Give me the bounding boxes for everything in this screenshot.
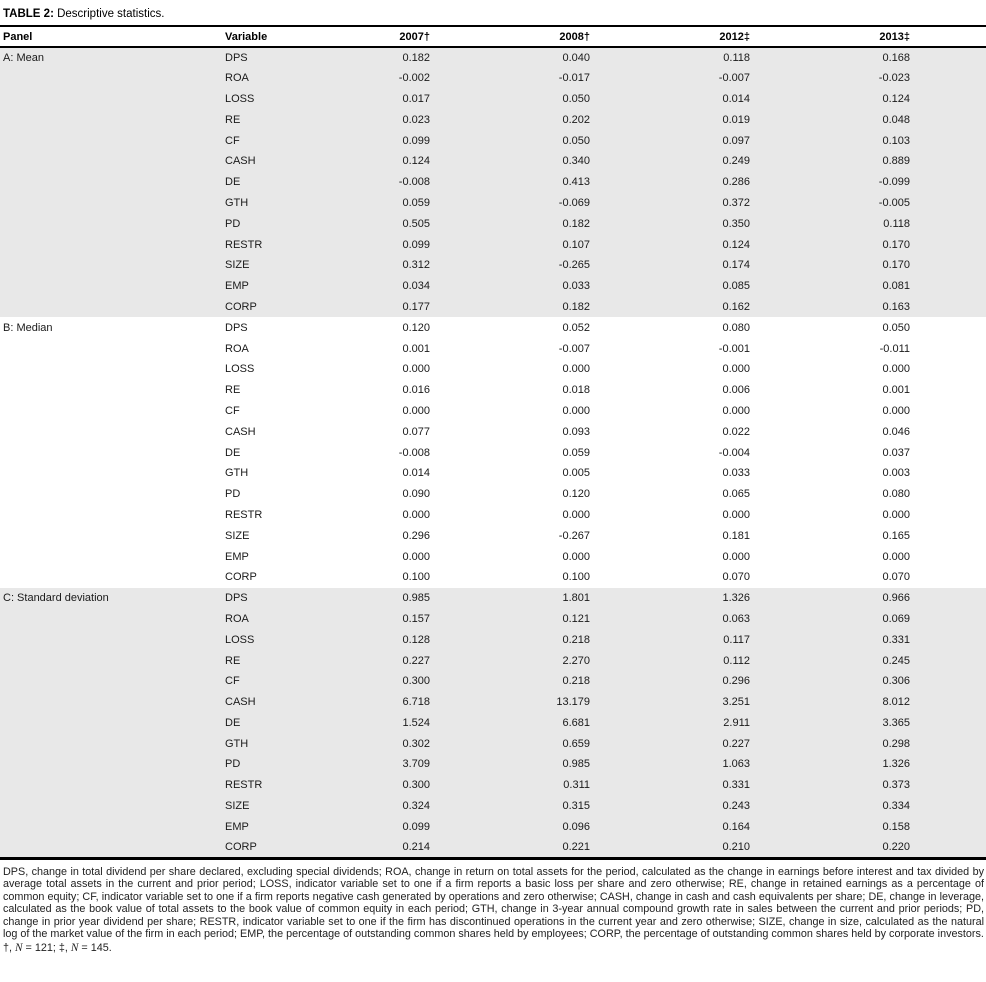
column-header-2007: 2007† bbox=[390, 26, 550, 47]
table-row bbox=[0, 713, 986, 734]
value-cell: -0.099 bbox=[870, 172, 986, 193]
value-cell: 0.340 bbox=[550, 151, 710, 172]
variable-cell: EMP bbox=[225, 816, 390, 837]
value-cell: 0.033 bbox=[722, 467, 750, 480]
table-row bbox=[0, 421, 986, 442]
variable-cell: EMP bbox=[225, 276, 390, 297]
value-cell: 0.014 bbox=[402, 467, 430, 480]
variable-cell: GTH bbox=[225, 733, 390, 754]
panel-label-cell bbox=[0, 713, 225, 734]
value-cell: -0.267 bbox=[558, 529, 590, 542]
value-cell: 0.124 bbox=[710, 234, 870, 255]
value-cell: 0.000 bbox=[882, 550, 910, 563]
variable-cell: CORP bbox=[225, 571, 257, 584]
panel-label-cell bbox=[0, 816, 225, 837]
variable-cell: CF bbox=[225, 671, 390, 692]
panel-label-cell bbox=[0, 796, 225, 817]
value-cell: -0.004 bbox=[718, 446, 750, 459]
panel-label-cell: A: Mean bbox=[0, 47, 225, 68]
panel-label-cell bbox=[0, 109, 225, 130]
table-row bbox=[0, 733, 986, 754]
value-cell: 0.889 bbox=[870, 151, 986, 172]
table-body bbox=[0, 47, 986, 858]
value-cell: 0.170 bbox=[870, 234, 986, 255]
panel-label-cell bbox=[0, 193, 225, 214]
column-header-panel: Panel bbox=[0, 26, 225, 47]
value-cell: 0.168 bbox=[870, 47, 986, 68]
variable-cell: LOSS bbox=[225, 89, 390, 110]
panel-label-cell bbox=[0, 213, 225, 234]
value-cell: 0.177 bbox=[390, 297, 550, 318]
header-row bbox=[0, 26, 986, 47]
table-row bbox=[0, 47, 986, 68]
panel-label-cell bbox=[0, 442, 225, 463]
panel-label-cell bbox=[0, 338, 225, 359]
variable-cell: RESTR bbox=[225, 508, 263, 521]
table-row bbox=[0, 401, 986, 422]
variable-cell: CORP bbox=[225, 837, 390, 858]
value-cell: 0.005 bbox=[562, 467, 590, 480]
value-cell: 0.221 bbox=[550, 837, 710, 858]
value-cell: 0.000 bbox=[722, 363, 750, 376]
panel-label-cell bbox=[0, 546, 225, 567]
panel-label-cell bbox=[0, 359, 225, 380]
panel-label-cell bbox=[0, 733, 225, 754]
panel-label-cell bbox=[0, 484, 225, 505]
value-cell: 0.059 bbox=[390, 193, 550, 214]
value-cell: 0.000 bbox=[402, 363, 430, 376]
value-cell: 3.365 bbox=[870, 713, 986, 734]
value-cell: 0.505 bbox=[390, 213, 550, 234]
value-cell: -0.007 bbox=[710, 68, 870, 89]
table-row bbox=[0, 172, 986, 193]
value-cell: 0.000 bbox=[722, 550, 750, 563]
table-row bbox=[0, 380, 986, 401]
table-row bbox=[0, 151, 986, 172]
value-cell: 0.218 bbox=[550, 671, 710, 692]
panel-label-cell bbox=[0, 276, 225, 297]
value-cell: 0.210 bbox=[710, 837, 870, 858]
table-row bbox=[0, 546, 986, 567]
variable-cell: DE bbox=[225, 446, 241, 459]
value-cell: 0.296 bbox=[402, 529, 430, 542]
table-row bbox=[0, 567, 986, 588]
value-cell: 0.000 bbox=[562, 363, 590, 376]
footnote-sample-sizes bbox=[3, 942, 984, 955]
value-cell: 0.243 bbox=[710, 796, 870, 817]
value-cell: 0.063 bbox=[710, 609, 870, 630]
value-cell: 0.296 bbox=[710, 671, 870, 692]
column-header-2013: 2013‡ bbox=[870, 26, 986, 47]
value-cell: 0.350 bbox=[710, 213, 870, 234]
value-cell: 0.181 bbox=[722, 529, 750, 542]
value-cell: 0.000 bbox=[722, 404, 750, 417]
value-cell: 0.112 bbox=[710, 650, 870, 671]
value-cell: 6.681 bbox=[550, 713, 710, 734]
value-cell: 1.524 bbox=[390, 713, 550, 734]
variable-cell: CASH bbox=[225, 151, 390, 172]
value-cell: 0.103 bbox=[870, 130, 986, 151]
variable-cell: RE bbox=[225, 109, 390, 130]
value-cell: 0.331 bbox=[870, 629, 986, 650]
value-cell: 0.080 bbox=[882, 488, 910, 501]
value-cell: 0.300 bbox=[390, 775, 550, 796]
table-row bbox=[0, 692, 986, 713]
table-row bbox=[0, 650, 986, 671]
value-cell: 8.012 bbox=[870, 692, 986, 713]
variable-cell: CORP bbox=[225, 297, 390, 318]
variable-cell: DPS bbox=[225, 47, 390, 68]
panel-label-cell bbox=[0, 421, 225, 442]
value-cell: -0.005 bbox=[870, 193, 986, 214]
value-cell: 0.050 bbox=[550, 130, 710, 151]
panel-label-cell bbox=[0, 401, 225, 422]
value-cell: 0.202 bbox=[550, 109, 710, 130]
variable-cell: SIZE bbox=[225, 255, 390, 276]
table-row bbox=[0, 255, 986, 276]
value-cell: 0.018 bbox=[562, 384, 590, 397]
value-cell: 0.100 bbox=[562, 571, 590, 584]
value-cell: 0.019 bbox=[710, 109, 870, 130]
value-cell: 0.017 bbox=[390, 89, 550, 110]
panel-label-cell bbox=[0, 629, 225, 650]
value-cell: 0.227 bbox=[710, 733, 870, 754]
variable-cell: CF bbox=[225, 404, 240, 417]
value-cell: 3.709 bbox=[390, 754, 550, 775]
table-row bbox=[0, 213, 986, 234]
panel-label-cell bbox=[0, 650, 225, 671]
value-cell: 0.006 bbox=[722, 384, 750, 397]
value-cell: 0.218 bbox=[550, 629, 710, 650]
panel-label-cell bbox=[0, 609, 225, 630]
variable-cell: CF bbox=[225, 130, 390, 151]
value-cell: 6.718 bbox=[390, 692, 550, 713]
value-cell: 0.001 bbox=[402, 342, 430, 355]
table-row bbox=[0, 130, 986, 151]
value-cell: 3.251 bbox=[710, 692, 870, 713]
value-cell: 0.000 bbox=[562, 508, 590, 521]
value-cell: 0.182 bbox=[390, 47, 550, 68]
table-row bbox=[0, 796, 986, 817]
panel-label-cell bbox=[0, 297, 225, 318]
value-cell: 0.182 bbox=[550, 297, 710, 318]
table-row bbox=[0, 338, 986, 359]
value-cell: 0.100 bbox=[402, 571, 430, 584]
table-row bbox=[0, 317, 986, 338]
value-cell: 0.163 bbox=[870, 297, 986, 318]
value-cell: 0.000 bbox=[562, 404, 590, 417]
panel-label-cell bbox=[0, 505, 225, 526]
table-row bbox=[0, 837, 986, 858]
table-row bbox=[0, 193, 986, 214]
variable-cell: GTH bbox=[225, 193, 390, 214]
value-cell: 0.174 bbox=[710, 255, 870, 276]
table-row bbox=[0, 359, 986, 380]
value-cell: 0.214 bbox=[390, 837, 550, 858]
table-row bbox=[0, 442, 986, 463]
panel-label-cell bbox=[0, 754, 225, 775]
variable-cell: CASH bbox=[225, 425, 256, 438]
panel-label-cell bbox=[0, 837, 225, 858]
panel-label-cell bbox=[0, 130, 225, 151]
value-cell: 0.331 bbox=[710, 775, 870, 796]
value-cell: 1.063 bbox=[710, 754, 870, 775]
table-row bbox=[0, 609, 986, 630]
value-cell: 0.000 bbox=[882, 508, 910, 521]
table-footnote bbox=[0, 866, 986, 955]
panel-label-cell bbox=[0, 525, 225, 546]
value-cell: 0.000 bbox=[402, 508, 430, 521]
value-cell: 0.121 bbox=[550, 609, 710, 630]
panel-label-cell bbox=[0, 567, 225, 588]
value-cell: 0.099 bbox=[390, 130, 550, 151]
variable-cell: PD bbox=[225, 488, 241, 501]
table-title-text: Descriptive statistics. bbox=[53, 8, 165, 20]
value-cell: 0.306 bbox=[870, 671, 986, 692]
footnote-definitions: DPS, change in total dividend per share declared, excluding special dividends; ROA, change in return on total assets for the period, calculated as the change in earnings before interest and tax divided by average total assets in the current and prior period; LOSS, indicator variable set to one if a firm reports a basic loss per share and zero otherwise; RE, change in retained earnings as a percentage of common equity; CF, indicator variable set to one if a firm reports negative cash generated by operations and zero otherwise; CASH, change in cash and cash equivalents per share; DE, change in leverage, calculated as the book value of total assets to the book value of common equity in each period; GTH, change in 3-year annual compound growth rate in sales between the current and prior periods; PD, change in prior year dividend per share; RESTR, indicator variable set to one if the firm has discontinued operations in the current year and zero otherwise; SIZE, change in size, calculated as the natural log of the market value of the firm in each period; EMP, the percentage of outstanding common shares held by employees; CORP, the percentage of outstanding common shares held by corporate investors. bbox=[3, 865, 984, 941]
panel-label-cell bbox=[0, 463, 225, 484]
variable-cell: SIZE bbox=[225, 529, 250, 542]
value-cell: -0.011 bbox=[879, 342, 910, 355]
value-cell: 0.162 bbox=[710, 297, 870, 318]
table-title bbox=[0, 5, 986, 25]
value-cell: 0.117 bbox=[710, 629, 870, 650]
value-cell: -0.001 bbox=[718, 342, 750, 355]
value-cell: 0.118 bbox=[870, 213, 986, 234]
value-cell: 0.080 bbox=[722, 321, 750, 334]
value-cell: 0.077 bbox=[402, 425, 430, 438]
value-cell: -0.069 bbox=[550, 193, 710, 214]
value-cell: 0.120 bbox=[562, 488, 590, 501]
value-cell: 0.040 bbox=[550, 47, 710, 68]
value-cell: 0.069 bbox=[870, 609, 986, 630]
value-cell: 0.001 bbox=[882, 384, 910, 397]
variable-cell: RE bbox=[225, 650, 390, 671]
variable-cell: PD bbox=[225, 213, 390, 234]
table-row bbox=[0, 109, 986, 130]
value-cell: 0.312 bbox=[390, 255, 550, 276]
value-cell: -0.265 bbox=[550, 255, 710, 276]
value-cell: 0.000 bbox=[882, 404, 910, 417]
value-cell: 0.000 bbox=[722, 508, 750, 521]
value-cell: 0.182 bbox=[550, 213, 710, 234]
column-header-variable: Variable bbox=[225, 26, 390, 47]
variable-cell: DE bbox=[225, 713, 390, 734]
value-cell: 0.033 bbox=[550, 276, 710, 297]
table-row bbox=[0, 505, 986, 526]
descriptive-statistics-table bbox=[0, 25, 986, 860]
value-cell: 2.270 bbox=[550, 650, 710, 671]
value-cell: 0.065 bbox=[722, 488, 750, 501]
value-cell: 0.037 bbox=[882, 446, 910, 459]
value-cell: 0.245 bbox=[870, 650, 986, 671]
table-row bbox=[0, 234, 986, 255]
value-cell: 0.286 bbox=[710, 172, 870, 193]
value-cell: 0.096 bbox=[550, 816, 710, 837]
value-cell: 0.124 bbox=[390, 151, 550, 172]
value-cell: 0.048 bbox=[870, 109, 986, 130]
variable-cell: LOSS bbox=[225, 629, 390, 650]
variable-cell: RESTR bbox=[225, 234, 390, 255]
value-cell: 2.911 bbox=[710, 713, 870, 734]
variable-cell: EMP bbox=[225, 550, 249, 563]
value-cell: 13.179 bbox=[550, 692, 710, 713]
panel-label-cell bbox=[0, 692, 225, 713]
table-row bbox=[0, 671, 986, 692]
value-cell: 0.070 bbox=[722, 571, 750, 584]
panel-label-cell: C: Standard deviation bbox=[0, 588, 225, 609]
table-row bbox=[0, 588, 986, 609]
value-cell: 0.302 bbox=[390, 733, 550, 754]
variable-cell: RE bbox=[225, 384, 241, 397]
value-cell: 0.070 bbox=[882, 571, 910, 584]
table-title-label: TABLE 2: bbox=[3, 8, 54, 20]
value-cell: 0.966 bbox=[870, 588, 986, 609]
table-row bbox=[0, 816, 986, 837]
table-row bbox=[0, 629, 986, 650]
variable-cell: GTH bbox=[225, 467, 249, 480]
table-row bbox=[0, 68, 986, 89]
value-cell: 0.014 bbox=[710, 89, 870, 110]
value-cell: 0.120 bbox=[402, 321, 430, 334]
table-row bbox=[0, 525, 986, 546]
column-header-2008: 2008† bbox=[550, 26, 710, 47]
value-cell: 0.372 bbox=[710, 193, 870, 214]
value-cell: 0.985 bbox=[550, 754, 710, 775]
value-cell: 0.334 bbox=[870, 796, 986, 817]
value-cell: 0.000 bbox=[402, 404, 430, 417]
value-cell: 0.000 bbox=[402, 550, 430, 563]
value-cell: 0.659 bbox=[550, 733, 710, 754]
table-row bbox=[0, 754, 986, 775]
table-row bbox=[0, 775, 986, 796]
table-row bbox=[0, 463, 986, 484]
value-cell: 0.023 bbox=[390, 109, 550, 130]
value-cell: 1.801 bbox=[550, 588, 710, 609]
variable-cell: PD bbox=[225, 754, 390, 775]
panel-label-cell bbox=[0, 671, 225, 692]
value-cell: 0.090 bbox=[402, 488, 430, 501]
value-cell: 0.157 bbox=[390, 609, 550, 630]
panel-label-cell: B: Median bbox=[3, 321, 53, 334]
panel-label-cell bbox=[0, 775, 225, 796]
value-cell: 0.003 bbox=[882, 467, 910, 480]
variable-cell: DPS bbox=[225, 321, 248, 334]
value-cell: 0.118 bbox=[710, 47, 870, 68]
value-cell: 0.413 bbox=[550, 172, 710, 193]
value-cell: 0.107 bbox=[550, 234, 710, 255]
value-cell: 0.311 bbox=[550, 775, 710, 796]
value-cell: 0.170 bbox=[870, 255, 986, 276]
variable-cell: SIZE bbox=[225, 796, 390, 817]
value-cell: 0.164 bbox=[710, 816, 870, 837]
value-cell: 0.050 bbox=[882, 321, 910, 334]
variable-cell: DPS bbox=[225, 588, 390, 609]
variable-cell: LOSS bbox=[225, 363, 255, 376]
value-cell: 0.093 bbox=[562, 425, 590, 438]
value-cell: -0.007 bbox=[558, 342, 590, 355]
value-cell: 0.081 bbox=[870, 276, 986, 297]
value-cell: 0.022 bbox=[722, 425, 750, 438]
panel-label-cell bbox=[0, 89, 225, 110]
value-cell: 0.158 bbox=[870, 816, 986, 837]
panel-label-cell bbox=[0, 151, 225, 172]
value-cell: 0.052 bbox=[562, 321, 590, 334]
sample-size-variable: N bbox=[15, 941, 23, 954]
value-cell: 0.985 bbox=[390, 588, 550, 609]
sample-note-text: = 145. bbox=[78, 941, 112, 954]
value-cell: 0.034 bbox=[390, 276, 550, 297]
panel-label-cell bbox=[0, 234, 225, 255]
value-cell: 0.016 bbox=[402, 384, 430, 397]
variable-cell: RESTR bbox=[225, 775, 390, 796]
value-cell: 0.220 bbox=[870, 837, 986, 858]
value-cell: -0.002 bbox=[390, 68, 550, 89]
sample-note-text: †, bbox=[3, 941, 16, 954]
sample-size-variable: N bbox=[70, 941, 79, 954]
table-row bbox=[0, 276, 986, 297]
value-cell: 0.249 bbox=[710, 151, 870, 172]
value-cell: -0.023 bbox=[870, 68, 986, 89]
value-cell: 0.227 bbox=[390, 650, 550, 671]
value-cell: 0.050 bbox=[550, 89, 710, 110]
value-cell: 0.085 bbox=[710, 276, 870, 297]
variable-cell: ROA bbox=[225, 342, 249, 355]
panel-label-cell bbox=[0, 380, 225, 401]
table-row bbox=[0, 297, 986, 318]
value-cell: 0.373 bbox=[870, 775, 986, 796]
table-row bbox=[0, 484, 986, 505]
variable-cell: DE bbox=[225, 172, 390, 193]
value-cell: 0.059 bbox=[562, 446, 590, 459]
value-cell: 0.315 bbox=[550, 796, 710, 817]
value-cell: 0.097 bbox=[710, 130, 870, 151]
value-cell: 0.099 bbox=[390, 234, 550, 255]
table-row bbox=[0, 89, 986, 110]
value-cell: 1.326 bbox=[710, 588, 870, 609]
panel-label-cell bbox=[0, 255, 225, 276]
value-cell: -0.008 bbox=[398, 446, 430, 459]
variable-cell: ROA bbox=[225, 68, 390, 89]
value-cell: 0.300 bbox=[390, 671, 550, 692]
value-cell: 0.128 bbox=[390, 629, 550, 650]
value-cell: 0.000 bbox=[562, 550, 590, 563]
value-cell: 0.165 bbox=[882, 529, 910, 542]
variable-cell: ROA bbox=[225, 609, 390, 630]
value-cell: 0.124 bbox=[870, 89, 986, 110]
column-header-2012: 2012‡ bbox=[710, 26, 870, 47]
panel-label-cell bbox=[0, 172, 225, 193]
value-cell: 0.046 bbox=[882, 425, 910, 438]
sample-note-text: = 121; ‡, bbox=[22, 941, 71, 954]
value-cell: -0.017 bbox=[550, 68, 710, 89]
value-cell: -0.008 bbox=[390, 172, 550, 193]
panel-label-cell bbox=[0, 68, 225, 89]
value-cell: 0.000 bbox=[882, 363, 910, 376]
variable-cell: CASH bbox=[225, 692, 390, 713]
value-cell: 1.326 bbox=[870, 754, 986, 775]
value-cell: 0.099 bbox=[390, 816, 550, 837]
value-cell: 0.298 bbox=[870, 733, 986, 754]
value-cell: 0.324 bbox=[390, 796, 550, 817]
